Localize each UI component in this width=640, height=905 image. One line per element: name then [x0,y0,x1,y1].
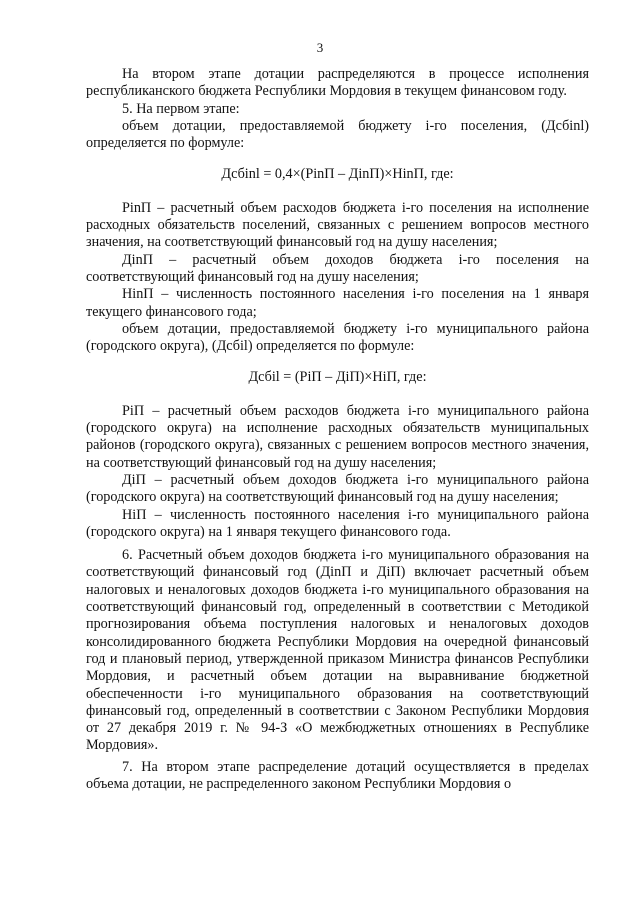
paragraph-settlement-subsidy: объем дотации, предоставляемой бюджету i-го поселения, (Дсбinl) определяется по формуле: [86,117,589,152]
paragraph-second-stage: На втором этапе дотации распределяются в процессе исполнения республиканского бюджета Республики Мордовия в текущем финансовом году. [86,66,589,100]
document-body [86,66,589,793]
definition-settlement-population: HinП – численность постоянного населения i-го поселения на 1 января текущего финансового года; [86,286,589,320]
formula-district: Дсбil = (PiП – ДiП)×HiП, где: [248,369,427,386]
page-number: 3 [316,40,324,55]
definition-settlement-revenue: ДinП – расчетный объем доходов бюджета i-го поселения на соответствующий финансовый год на душу населения; [86,251,589,285]
paragraph-district-subsidy: объем дотации, предоставляемой бюджету i-го муниципального района (городского округа), (Дсбil) определяется по формуле: [86,320,589,355]
definition-district-population: HiП – численность постоянного населения i-го муниципального района (городского округа) на 1 января текущего финансового года. [86,506,589,540]
definition-district-expenses: PiП – расчетный объем расходов бюджета i-го муниципального района (городского округа) на исполнение расходных обязательств муниципальных районов (городского округа), связанных с решением вопросов местного значения, на соответствующий финансовый год на душу населения; [86,402,589,471]
paragraph-section-5: 5. На первом этапе: [122,100,240,117]
definition-district-revenue: ДiП – расчетный объем доходов бюджета i-го муниципального района (городского округа) на соответствующий финансовый год на душу населения; [86,471,589,506]
formula-settlement: Дсбinl = 0,4×(PinП – ДinП)×HinП, где: [221,166,454,183]
paragraph-section-6: 6. Расчетный объем доходов бюджета i-го муниципального образования на соответствующий финансовый год (ДinП и ДiП) включает расчетный объем налоговых и неналоговых доходов бюджета i-го муниципального образования на соответствующий финансовый год, определенный в соответствии с Методикой прогнозирования объема поступления налоговых и неналоговых доходов консолидированного бюджета Республики Мордовия на очередной финансовый год и плановый период, утвержденной приказом Министра финансов Республики Мордовия, и расчетный объем дотации на выравнивание бюджетной обеспеченности i-го муниципального образования на соответствующий финансовый год, определенный в соответствии с Законом Республики Мордовия от 27 декабря 2019 г. № 94-З «О межбюджетных отношениях в Республике Мордовия». [86,547,589,754]
definition-settlement-expenses: PinП – расчетный объем расходов бюджета i-го поселения на исполнение расходных обязательств поселений, связанных с решением вопросов местного значения, на соответствующий финансовый год на душу населения; [86,199,589,251]
paragraph-section-7: 7. На втором этапе распределение дотаций осуществляется в пределах объема дотации, не распределенного законом Республики Мордовия о [86,758,589,792]
